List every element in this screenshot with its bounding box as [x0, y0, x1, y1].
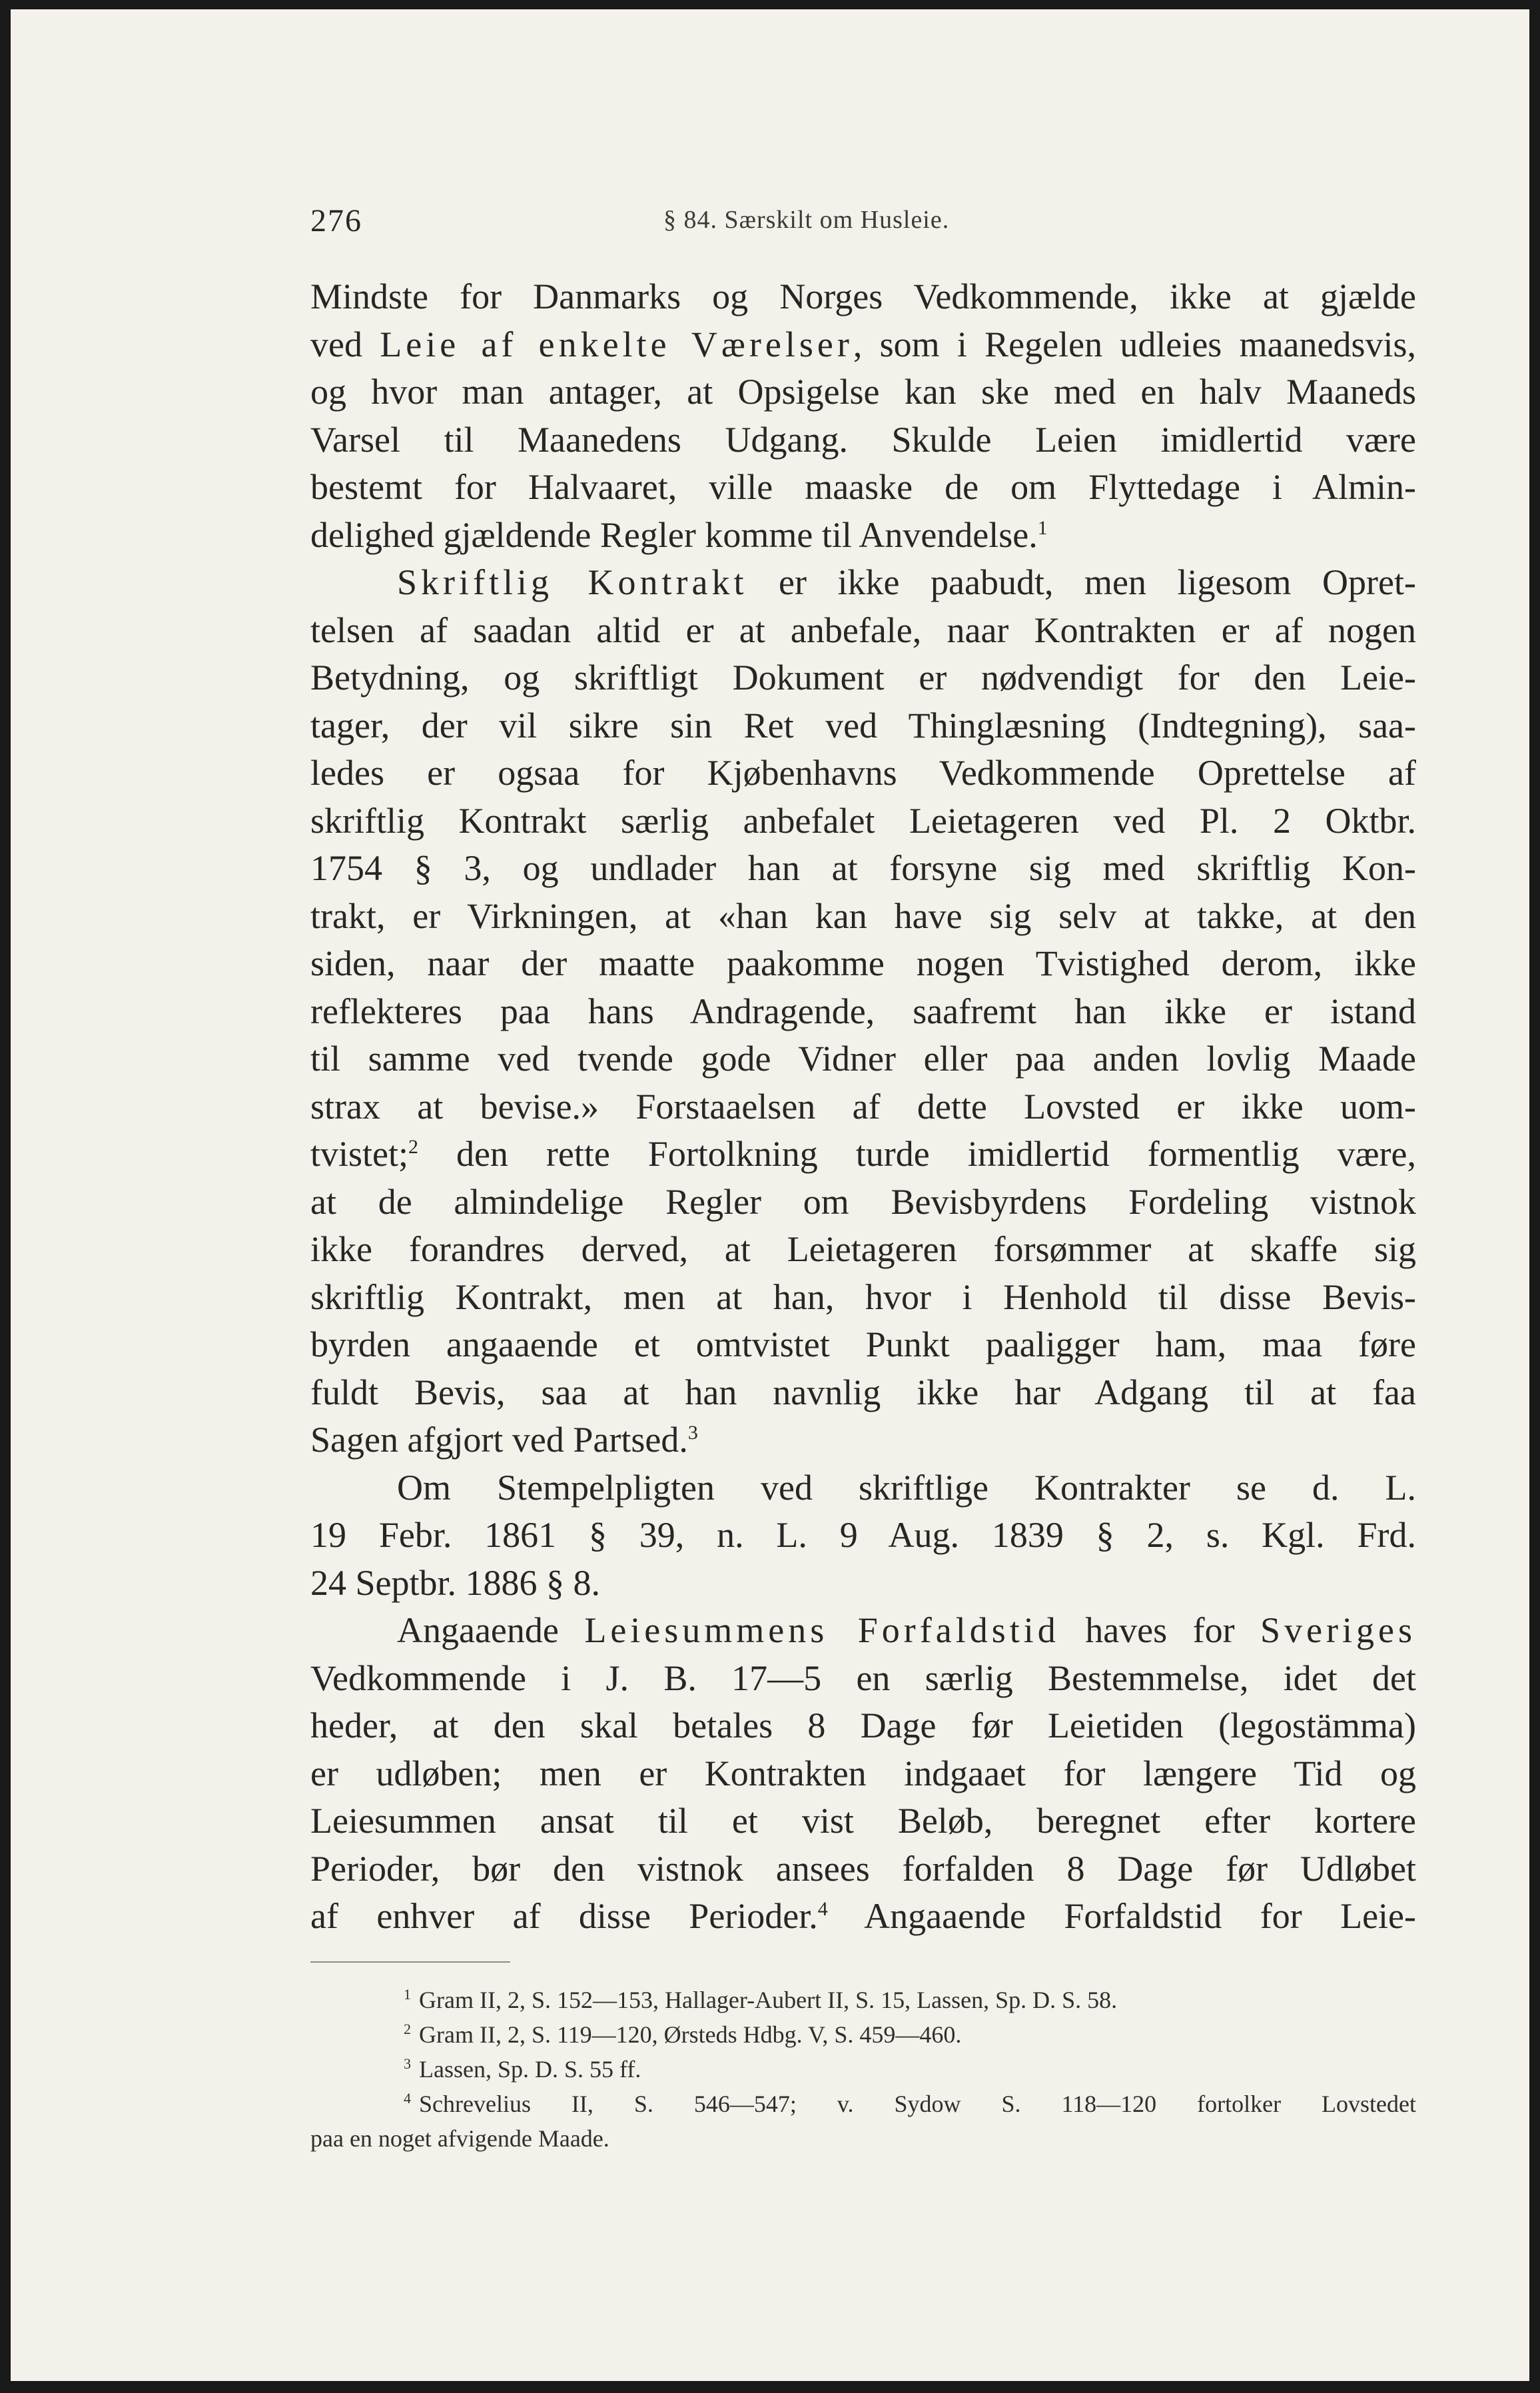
spaced-term: Skriftlig Kontrakt: [397, 562, 748, 602]
text-line: til samme ved tvende gode Vidner eller paa anden lovlig Maade: [310, 1039, 1416, 1079]
spaced-term: Leiesummens Forfaldstid: [584, 1610, 1060, 1650]
text-line: Varsel til Maanedens Udgang. Skulde Leien imidlertid være: [310, 419, 1416, 460]
text-line: Om Stempelpligten ved skriftlige Kontrakter se d. L.: [397, 1467, 1416, 1508]
footnote: $^2$ Gram II, 2, S. 119—120, Ørsteds Hdbg. V, S. 459—460.: [404, 2021, 962, 2048]
text-line: 19 Febr. 1861 § 39, n. L. 9 Aug. 1839 § 2, s. Kgl. Frd.: [310, 1515, 1416, 1555]
text-line: tvistet;$^2$ den rette Fortolkning turde imidlertid formentlig være,: [310, 1134, 1416, 1174]
footnote-mark: 1: [404, 1986, 411, 2003]
footnote-ref[interactable]: 2: [408, 1136, 418, 1158]
footnote: $^1$ Gram II, 2, S. 152—153, Hallager-Aubert II, S. 15, Lassen, Sp. D. S. 58.: [404, 1986, 1118, 2013]
text-line: heder, at den skal betales 8 Dage før Leietiden (legostämma): [310, 1705, 1416, 1745]
text-line: Perioder, bør den vistnok ansees forfalden 8 Dage før Udløbet: [310, 1848, 1416, 1889]
text-line: bestemt for Halvaaret, ville maaske de om Flyttedage i Almin-: [310, 467, 1416, 507]
text-line: delighed gjældende Regler komme til Anvendelse.$^1$: [310, 514, 1048, 555]
running-title: § 84. Særskilt om Husleie.: [663, 206, 950, 234]
text-line: Skriftlig Kontrakt er ikke paabudt, men ligesom Opret-: [397, 562, 1416, 602]
footnote-ref[interactable]: 1: [1037, 516, 1048, 539]
text-line: 24 Septbr. 1886 § 8.: [310, 1562, 601, 1603]
text-line: Betydning, og skriftligt Dokument er nødvendigt for den Leie-: [310, 658, 1416, 698]
text-line: trakt, er Virkningen, at «han kan have sig selv at takke, at den: [310, 895, 1416, 936]
text-line: strax at bevise.» Forstaaelsen af dette Lovsted er ikke uom-: [310, 1086, 1416, 1127]
body-text: [310, 273, 1416, 1941]
text-line: skriftlig Kontrakt, men at han, hvor i Henhold til disse Bevis-: [310, 1276, 1416, 1317]
text-line: reflekteres paa hans Andragende, saafremt han ikke er istand: [310, 991, 1416, 1031]
text-line: skriftlig Kontrakt særlig anbefalet Leietageren ved Pl. 2 Oktbr.: [310, 800, 1416, 841]
text-line: 1754 § 3, og undlader han at forsyne sig med skriftlig Kon-: [310, 848, 1416, 888]
footnote-divider: [310, 1961, 510, 1963]
text-line: af enhver af disse Perioder.$^4$ Angaaende Forfaldstid for Leie-: [310, 1896, 1416, 1936]
page-header: [310, 203, 1409, 242]
text-line: Vedkommende i J. B. 17—5 en særlig Bestemmelse, idet det: [310, 1658, 1416, 1698]
spaced-term: Sveriges: [1260, 1610, 1417, 1650]
text-line: telsen af saadan altid er at anbefale, naar Kontrakten er af nogen: [310, 610, 1416, 650]
footnote-mark: 2: [404, 2021, 411, 2037]
footnote-ref[interactable]: 4: [817, 1898, 828, 1920]
footnote: $^3$ Lassen, Sp. D. S. 55 ff.: [404, 2055, 641, 2083]
text-line: ikke forandres derved, at Leietageren forsømmer at skaffe sig: [310, 1229, 1416, 1269]
text-line: ledes er ogsaa for Kjøbenhavns Vedkommende Oprettelse af: [310, 753, 1416, 793]
text-line: Sagen afgjort ved Partsed.$^3$: [310, 1420, 698, 1460]
text-line: byrden angaaende et omtvistet Punkt paaligger ham, maa føre: [310, 1324, 1416, 1364]
footnote: $^4$ Schrevelius II, S. 546—547; v. Sydow S. 118—120 fortolker Lovstedet: [404, 2090, 1416, 2117]
footnote-mark: 4: [404, 2090, 411, 2107]
book-page: [11, 9, 1529, 2381]
footnote-ref[interactable]: 3: [687, 1422, 698, 1444]
footnotes: [310, 1983, 1416, 2156]
text-line: siden, naar der maatte paakomme nogen Tvistighed derom, ikke: [310, 943, 1416, 983]
text-line: og hvor man antager, at Opsigelse kan ske med en halv Maaneds: [310, 372, 1416, 412]
text-line: er udløben; men er Kontrakten indgaaet for længere Tid og: [310, 1753, 1416, 1793]
footnote-continuation: paa en noget afvigende Maade.: [310, 2125, 609, 2152]
text-line: fuldt Bevis, saa at han navnlig ikke har Adgang til at faa: [310, 1372, 1416, 1412]
text-line: Angaaende Leiesummens Forfaldstid haves for Sveriges: [397, 1610, 1417, 1650]
text-line: Leiesummen ansat til et vist Beløb, beregnet efter kortere: [310, 1801, 1416, 1841]
spaced-term: Leie af enkelte Værelser: [380, 324, 853, 364]
text-line: Mindste for Danmarks og Norges Vedkommende, ikke at gjælde: [310, 276, 1416, 316]
footnote-mark: 3: [404, 2055, 411, 2072]
text-line: at de almindelige Regler om Bevisbyrdens Fordeling vistnok: [310, 1181, 1416, 1222]
text-line: ved Leie af enkelte Værelser, som i Regelen udleies maanedsvis,: [310, 324, 1417, 364]
page-number: 276: [310, 203, 362, 239]
text-line: tager, der vil sikre sin Ret ved Thinglæsning (Indtegning), saa-: [310, 705, 1416, 745]
